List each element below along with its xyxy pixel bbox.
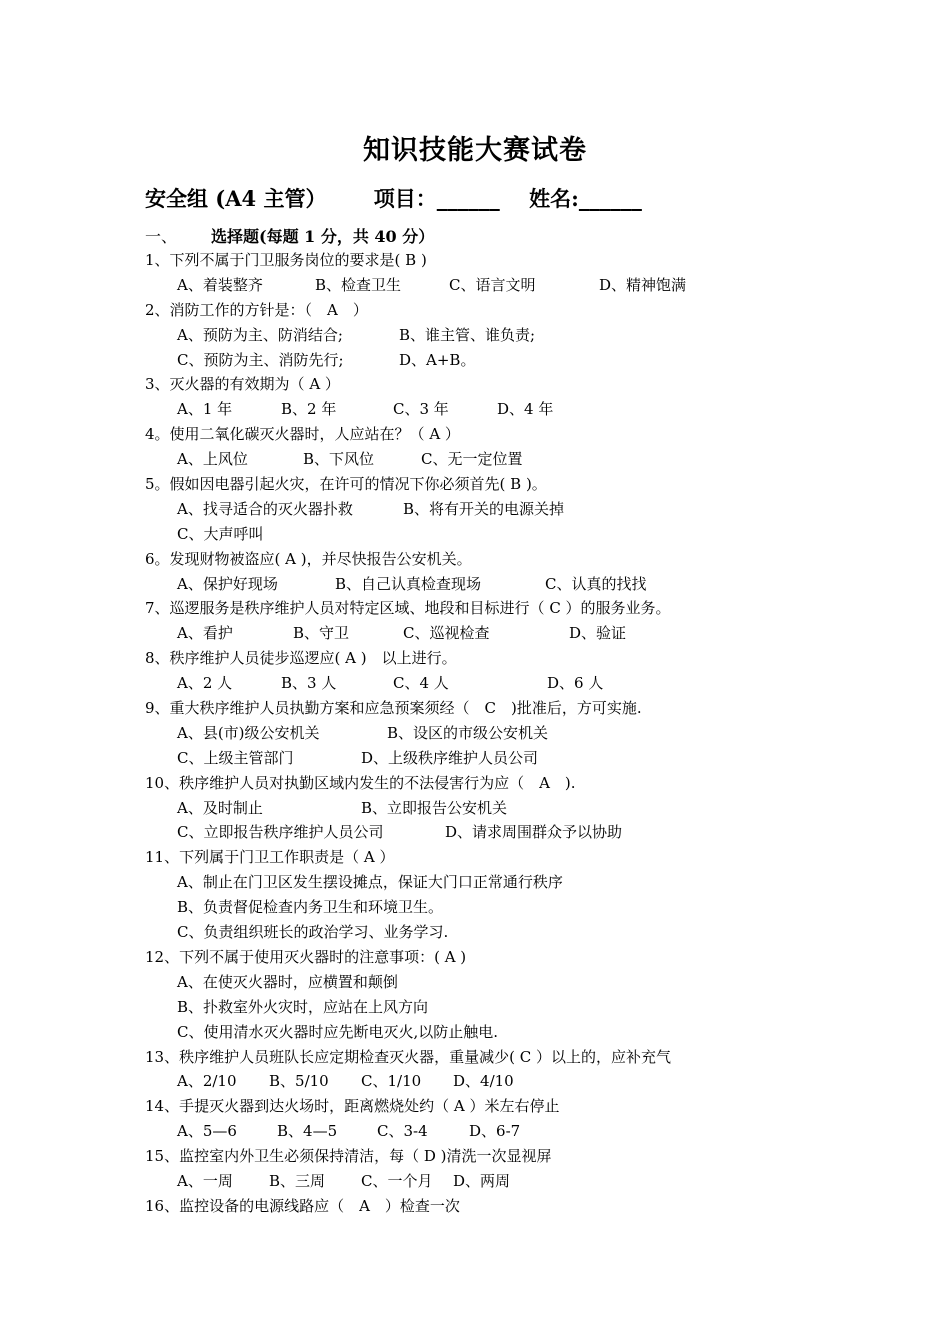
option-row [145, 397, 845, 422]
option-row [145, 970, 845, 995]
group-label: 安全组 (A4 主管） [145, 186, 327, 211]
answer-option: B、谁主管、谁负责; [399, 325, 536, 344]
answer-option: C、语言文明 [449, 275, 536, 294]
answer-option: D、6-7 [469, 1122, 521, 1141]
answer-option: C、预防为主、消防先行; [177, 350, 344, 369]
option-row [145, 1169, 845, 1194]
answer-option: B、扑救室外火灾时，应站在上风方向 [177, 997, 429, 1016]
answer-option: A、着装整齐 [177, 275, 263, 294]
section-heading [145, 224, 434, 247]
answer-option: C、大声呼叫 [177, 524, 264, 543]
question-stem: 2、消防工作的方针是：（ A ） [145, 300, 368, 319]
answer-option: C、3 年 [393, 400, 449, 419]
answer-option: B、下风位 [303, 450, 375, 469]
option-row [145, 895, 845, 920]
answer-option: B、4—5 [277, 1122, 338, 1141]
question-stem: 15、监控室内外卫生必须保持清洁，每（ D )清洗一次显视屏 [145, 1147, 552, 1166]
answer-option: A、县(市)级公安机关 [177, 723, 320, 742]
question-stem: 6。发现财物被盗应( A )，并尽快报告公安机关。 [145, 549, 472, 568]
answer-option: B、立即报告公安机关 [361, 798, 508, 817]
option-row [145, 796, 845, 821]
question-stem: 1、下列不属于门卫服务岗位的要求是( B ) [145, 251, 427, 269]
answer-option: A、预防为主、防消结合; [177, 325, 343, 344]
answer-option: B、守卫 [293, 624, 350, 643]
answer-option: A、2/10 [177, 1072, 237, 1091]
answer-option: A、制止在门卫区发生摆设摊点，保证大门口正常通行秩序 [177, 873, 563, 892]
answer-option: D、上级秩序维护人员公司 [361, 748, 539, 767]
answer-option: A、及时制止 [177, 798, 263, 817]
answer-option: C、负责组织班长的政治学习、业务学习. [177, 923, 449, 942]
answer-option: B、三周 [269, 1171, 326, 1190]
answer-option: A、在使灭火器时，应横置和颠倒 [177, 972, 398, 991]
section-number: 一、 [145, 227, 178, 246]
question-stem: 7、巡逻服务是秩序维护人员对特定区域、地段和目标进行（ C ）的服务业务。 [145, 599, 671, 618]
answer-option: B、负责督促检查内务卫生和环境卫生。 [177, 898, 444, 917]
answer-option: A、上风位 [177, 450, 248, 469]
option-row [145, 323, 845, 348]
question-stem: 8、秩序维护人员徒步巡逻应( A ) 以上进行。 [145, 649, 457, 668]
option-row [145, 671, 845, 696]
section-title: 选择题(每题 1 分，共 40 分） [211, 227, 435, 246]
answer-option: A、2 人 [177, 674, 233, 693]
answer-option: C、1/10 [361, 1072, 422, 1091]
answer-option: B、自己认真检查现场 [335, 574, 482, 593]
answer-option: B、5/10 [269, 1072, 329, 1091]
answer-option: C、4 人 [393, 674, 449, 693]
answer-option: D、4 年 [497, 400, 554, 419]
question-stem: 12、下列不属于使用灭火器时的注意事项：( A ) [145, 947, 467, 966]
answer-option: B、2 年 [281, 400, 337, 419]
question-stem: 14、手提灭火器到达火场时，距离燃烧处约（ A ）米左右停止 [145, 1097, 560, 1116]
answer-option: D、A+B。 [399, 350, 476, 369]
question-stem: 16、监控设备的电源线路应（ A ）检查一次 [145, 1196, 460, 1215]
answer-option: B、将有开关的电源关掉 [403, 499, 565, 518]
question-stem: 9、重大秩序维护人员执勤方案和应急预案须经（ C )批准后，方可实施. [145, 699, 642, 718]
answer-option: A、看护 [177, 624, 233, 643]
option-row [145, 1119, 845, 1144]
answer-option: A、找寻适合的灭火器扑救 [177, 499, 353, 518]
answer-option: A、一周 [177, 1171, 233, 1190]
answer-option: D、两周 [453, 1171, 511, 1190]
exam-meta [145, 183, 642, 213]
answer-option: C、上级主管部门 [177, 748, 294, 767]
option-row [145, 572, 845, 597]
option-row [145, 1020, 845, 1045]
answer-option: C、认真的找找 [545, 574, 647, 593]
answer-option: C、巡视检查 [403, 624, 490, 643]
project-field: 项目：______ [373, 186, 500, 211]
answer-option: C、一个月 [361, 1171, 433, 1190]
option-row [145, 621, 845, 646]
answer-option: A、保护好现场 [177, 574, 278, 593]
answer-option: D、请求周围群众予以协助 [445, 823, 623, 842]
answer-option: C、无一定位置 [421, 450, 523, 469]
question-stem: 3、灭火器的有效期为（ A ） [145, 375, 340, 394]
answer-option: D、4/10 [453, 1072, 514, 1091]
option-row [145, 870, 845, 895]
page-title: 知识技能大赛试卷 [363, 135, 587, 166]
question-stem: 10、秩序维护人员对执勤区域内发生的不法侵害行为应（ A ). [145, 773, 576, 792]
question-stem: 4。使用二氧化碳灭火器时，人应站在？（ A ） [145, 425, 460, 444]
answer-option: A、5—6 [177, 1122, 237, 1141]
answer-option: C、立即报告秩序维护人员公司 [177, 823, 384, 842]
option-row [145, 920, 845, 945]
option-row [145, 447, 845, 472]
answer-option: B、设区的市级公安机关 [387, 723, 549, 742]
question-list [145, 248, 845, 1219]
option-row [145, 497, 845, 522]
answer-option: D、6 人 [547, 674, 604, 693]
question-stem: 5。假如因电器引起火灾，在许可的情况下你必须首先( B )。 [145, 475, 547, 494]
answer-option: B、3 人 [281, 674, 337, 693]
answer-option: B、检查卫生 [315, 275, 402, 294]
question-stem: 11、下列属于门卫工作职责是（ A ） [145, 848, 395, 867]
option-row [145, 721, 845, 746]
answer-option: D、验证 [569, 624, 627, 643]
option-row [145, 1069, 845, 1094]
question-stem: 13、秩序维护人员班队长应定期检查灭火器，重量减少( C ）以上的，应补充气 [145, 1047, 671, 1066]
option-row [145, 273, 845, 298]
option-row [145, 522, 845, 547]
answer-option: A、1 年 [177, 400, 233, 419]
answer-option: C、3-4 [377, 1122, 428, 1141]
name-field: 姓名:______ [529, 186, 642, 211]
option-row [145, 348, 845, 373]
option-row [145, 746, 845, 771]
answer-option: D、精神饱满 [599, 275, 687, 294]
answer-option: C、使用清水灭火器时应先断电灭火,以防止触电. [177, 1022, 499, 1041]
option-row [145, 995, 845, 1020]
option-row [145, 820, 845, 845]
